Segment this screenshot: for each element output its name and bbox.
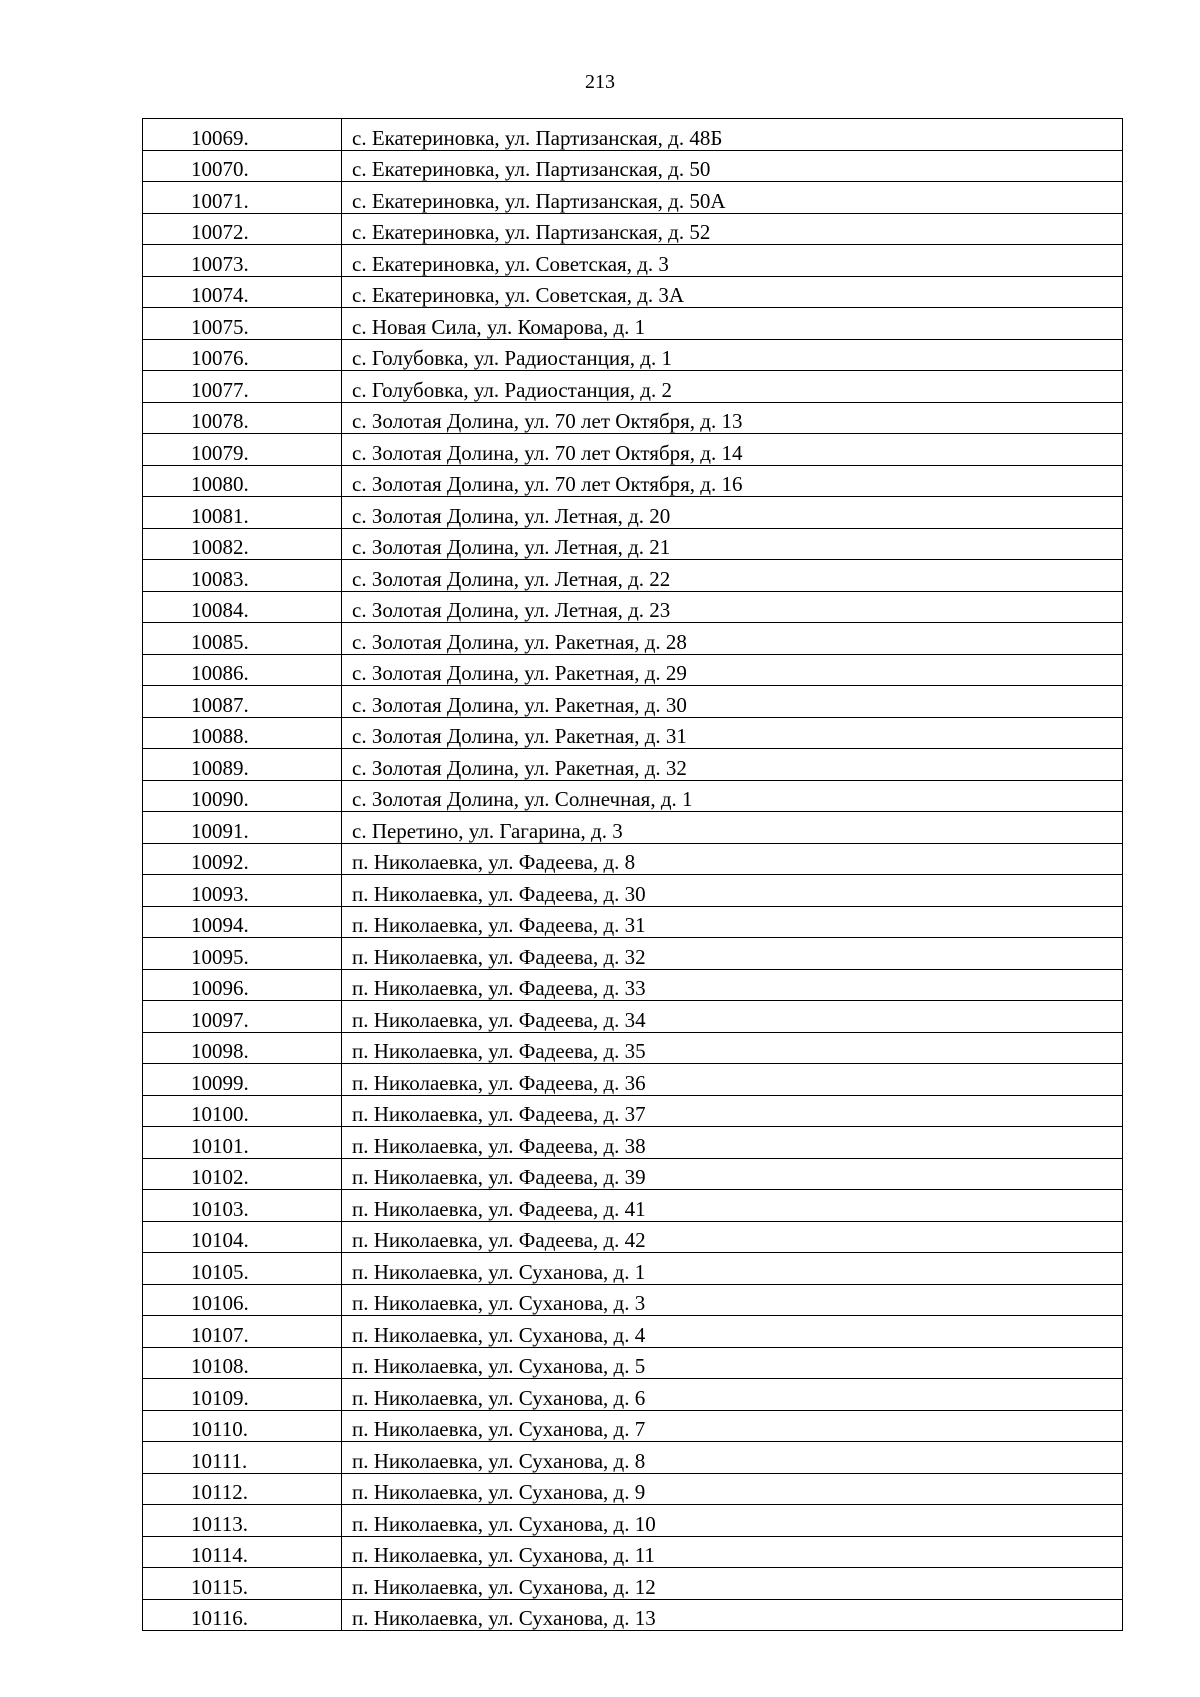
row-number-cell: 10109.: [143, 1379, 342, 1411]
row-number-cell: 10093.: [143, 875, 342, 907]
row-number-cell: 10091.: [143, 812, 342, 844]
row-number-cell: 10095.: [143, 938, 342, 970]
table-row: [143, 182, 1123, 214]
row-number-cell: 10106.: [143, 1284, 342, 1316]
table-row: [143, 213, 1123, 245]
row-number-cell: 10076.: [143, 339, 342, 371]
address-cell: с. Золотая Долина, ул. Летная, д. 21: [342, 528, 1123, 560]
table-row: [143, 1064, 1123, 1096]
row-number-cell: 10099.: [143, 1064, 342, 1096]
row-number-cell: 10112.: [143, 1473, 342, 1505]
table-row: [143, 1536, 1123, 1568]
row-number-cell: 10083.: [143, 560, 342, 592]
address-cell: п. Николаевка, ул. Фадеева, д. 41: [342, 1190, 1123, 1222]
row-number-cell: 10069.: [143, 119, 342, 151]
address-cell: п. Николаевка, ул. Фадеева, д. 34: [342, 1001, 1123, 1033]
table-row: [143, 276, 1123, 308]
address-cell: п. Николаевка, ул. Суханова, д. 5: [342, 1347, 1123, 1379]
address-cell: с. Екатериновка, ул. Советская, д. 3А: [342, 276, 1123, 308]
table-row: [143, 1347, 1123, 1379]
table-row: [143, 308, 1123, 340]
row-number-cell: 10085.: [143, 623, 342, 655]
address-cell: п. Николаевка, ул. Суханова, д. 10: [342, 1505, 1123, 1537]
table-row: [143, 1316, 1123, 1348]
row-number-cell: 10077.: [143, 371, 342, 403]
table-row: [143, 1410, 1123, 1442]
table-row: [143, 560, 1123, 592]
address-cell: с. Золотая Долина, ул. 70 лет Октября, д. 16: [342, 465, 1123, 497]
address-cell: п. Николаевка, ул. Суханова, д. 13: [342, 1599, 1123, 1631]
address-cell: п. Николаевка, ул. Фадеева, д. 36: [342, 1064, 1123, 1096]
row-number-cell: 10078.: [143, 402, 342, 434]
row-number-cell: 10089.: [143, 749, 342, 781]
row-number-cell: 10113.: [143, 1505, 342, 1537]
row-number-cell: 10073.: [143, 245, 342, 277]
address-cell: п. Николаевка, ул. Фадеева, д. 30: [342, 875, 1123, 907]
address-cell: с. Золотая Долина, ул. Ракетная, д. 31: [342, 717, 1123, 749]
address-cell: с. Екатериновка, ул. Партизанская, д. 52: [342, 213, 1123, 245]
table-row: [143, 875, 1123, 907]
table-row: [143, 1599, 1123, 1631]
row-number-cell: 10114.: [143, 1536, 342, 1568]
table-row: [143, 1253, 1123, 1285]
row-number-cell: 10084.: [143, 591, 342, 623]
address-cell: с. Голубовка, ул. Радиостанция, д. 1: [342, 339, 1123, 371]
row-number-cell: 10097.: [143, 1001, 342, 1033]
row-number-cell: 10098.: [143, 1032, 342, 1064]
row-number-cell: 10100.: [143, 1095, 342, 1127]
address-cell: с. Золотая Долина, ул. Ракетная, д. 32: [342, 749, 1123, 781]
row-number-cell: 10082.: [143, 528, 342, 560]
address-cell: с. Золотая Долина, ул. 70 лет Октября, д. 13: [342, 402, 1123, 434]
table-row: [143, 938, 1123, 970]
table-row: [143, 623, 1123, 655]
address-cell: п. Николаевка, ул. Суханова, д. 1: [342, 1253, 1123, 1285]
address-cell: с. Золотая Долина, ул. Летная, д. 22: [342, 560, 1123, 592]
address-cell: с. Золотая Долина, ул. Ракетная, д. 28: [342, 623, 1123, 655]
table-row: [143, 1221, 1123, 1253]
table-row: [143, 717, 1123, 749]
row-number-cell: 10103.: [143, 1190, 342, 1222]
address-cell: п. Николаевка, ул. Фадеева, д. 38: [342, 1127, 1123, 1159]
address-cell: с. Золотая Долина, ул. Солнечная, д. 1: [342, 780, 1123, 812]
address-cell: п. Николаевка, ул. Фадеева, д. 32: [342, 938, 1123, 970]
address-table: [142, 118, 1123, 1631]
table-row: [143, 465, 1123, 497]
row-number-cell: 10115.: [143, 1568, 342, 1600]
table-row: [143, 1095, 1123, 1127]
address-cell: п. Николаевка, ул. Фадеева, д. 37: [342, 1095, 1123, 1127]
table-row: [143, 749, 1123, 781]
table-row: [143, 1158, 1123, 1190]
table-row: [143, 1032, 1123, 1064]
table-row: [143, 654, 1123, 686]
row-number-cell: 10111.: [143, 1442, 342, 1474]
address-cell: с. Перетино, ул. Гагарина, д. 3: [342, 812, 1123, 844]
page-number: 213: [585, 71, 615, 93]
table-row: [143, 528, 1123, 560]
address-cell: п. Николаевка, ул. Фадеева, д. 31: [342, 906, 1123, 938]
table-row: [143, 812, 1123, 844]
table-row: [143, 150, 1123, 182]
table-row: [143, 402, 1123, 434]
row-number-cell: 10094.: [143, 906, 342, 938]
table-row: [143, 1568, 1123, 1600]
address-cell: п. Николаевка, ул. Суханова, д. 7: [342, 1410, 1123, 1442]
row-number-cell: 10108.: [143, 1347, 342, 1379]
address-cell: с. Золотая Долина, ул. Летная, д. 20: [342, 497, 1123, 529]
row-number-cell: 10075.: [143, 308, 342, 340]
row-number-cell: 10110.: [143, 1410, 342, 1442]
table-row: [143, 497, 1123, 529]
address-cell: п. Николаевка, ул. Фадеева, д. 39: [342, 1158, 1123, 1190]
table-row: [143, 119, 1123, 151]
table-row: [143, 371, 1123, 403]
address-cell: п. Николаевка, ул. Суханова, д. 6: [342, 1379, 1123, 1411]
table-row: [143, 1379, 1123, 1411]
row-number-cell: 10072.: [143, 213, 342, 245]
address-table-body: [143, 119, 1123, 1631]
address-cell: п. Николаевка, ул. Суханова, д. 4: [342, 1316, 1123, 1348]
table-row: [143, 245, 1123, 277]
address-cell: п. Николаевка, ул. Суханова, д. 8: [342, 1442, 1123, 1474]
row-number-cell: 10079.: [143, 434, 342, 466]
table-row: [143, 1190, 1123, 1222]
row-number-cell: 10116.: [143, 1599, 342, 1631]
address-cell: п. Николаевка, ул. Суханова, д. 3: [342, 1284, 1123, 1316]
address-cell: п. Николаевка, ул. Фадеева, д. 8: [342, 843, 1123, 875]
address-cell: п. Николаевка, ул. Фадеева, д. 42: [342, 1221, 1123, 1253]
row-number-cell: 10080.: [143, 465, 342, 497]
address-cell: п. Николаевка, ул. Суханова, д. 9: [342, 1473, 1123, 1505]
row-number-cell: 10090.: [143, 780, 342, 812]
row-number-cell: 10104.: [143, 1221, 342, 1253]
table-row: [143, 1473, 1123, 1505]
table-row: [143, 1442, 1123, 1474]
row-number-cell: 10096.: [143, 969, 342, 1001]
address-cell: с. Екатериновка, ул. Партизанская, д. 50А: [342, 182, 1123, 214]
row-number-cell: 10071.: [143, 182, 342, 214]
row-number-cell: 10107.: [143, 1316, 342, 1348]
row-number-cell: 10101.: [143, 1127, 342, 1159]
address-cell: с. Золотая Долина, ул. Летная, д. 23: [342, 591, 1123, 623]
table-row: [143, 434, 1123, 466]
table-row: [143, 780, 1123, 812]
address-cell: с. Новая Сила, ул. Комарова, д. 1: [342, 308, 1123, 340]
row-number-cell: 10088.: [143, 717, 342, 749]
address-cell: с. Екатериновка, ул. Партизанская, д. 48Б: [342, 119, 1123, 151]
row-number-cell: 10074.: [143, 276, 342, 308]
address-cell: п. Николаевка, ул. Фадеева, д. 35: [342, 1032, 1123, 1064]
row-number-cell: 10086.: [143, 654, 342, 686]
address-cell: п. Николаевка, ул. Суханова, д. 12: [342, 1568, 1123, 1600]
table-row: [143, 1505, 1123, 1537]
row-number-cell: 10081.: [143, 497, 342, 529]
address-cell: с. Золотая Долина, ул. Ракетная, д. 29: [342, 654, 1123, 686]
row-number-cell: 10087.: [143, 686, 342, 718]
address-cell: с. Золотая Долина, ул. 70 лет Октября, д. 14: [342, 434, 1123, 466]
table-row: [143, 969, 1123, 1001]
address-cell: с. Золотая Долина, ул. Ракетная, д. 30: [342, 686, 1123, 718]
table-row: [143, 339, 1123, 371]
table-row: [143, 1001, 1123, 1033]
table-row: [143, 906, 1123, 938]
table-row: [143, 843, 1123, 875]
address-cell: п. Николаевка, ул. Фадеева, д. 33: [342, 969, 1123, 1001]
address-cell: с. Екатериновка, ул. Советская, д. 3: [342, 245, 1123, 277]
address-cell: с. Голубовка, ул. Радиостанция, д. 2: [342, 371, 1123, 403]
table-row: [143, 591, 1123, 623]
row-number-cell: 10102.: [143, 1158, 342, 1190]
row-number-cell: 10092.: [143, 843, 342, 875]
table-row: [143, 1127, 1123, 1159]
row-number-cell: 10105.: [143, 1253, 342, 1285]
table-row: [143, 686, 1123, 718]
address-cell: с. Екатериновка, ул. Партизанская, д. 50: [342, 150, 1123, 182]
address-cell: п. Николаевка, ул. Суханова, д. 11: [342, 1536, 1123, 1568]
table-row: [143, 1284, 1123, 1316]
row-number-cell: 10070.: [143, 150, 342, 182]
